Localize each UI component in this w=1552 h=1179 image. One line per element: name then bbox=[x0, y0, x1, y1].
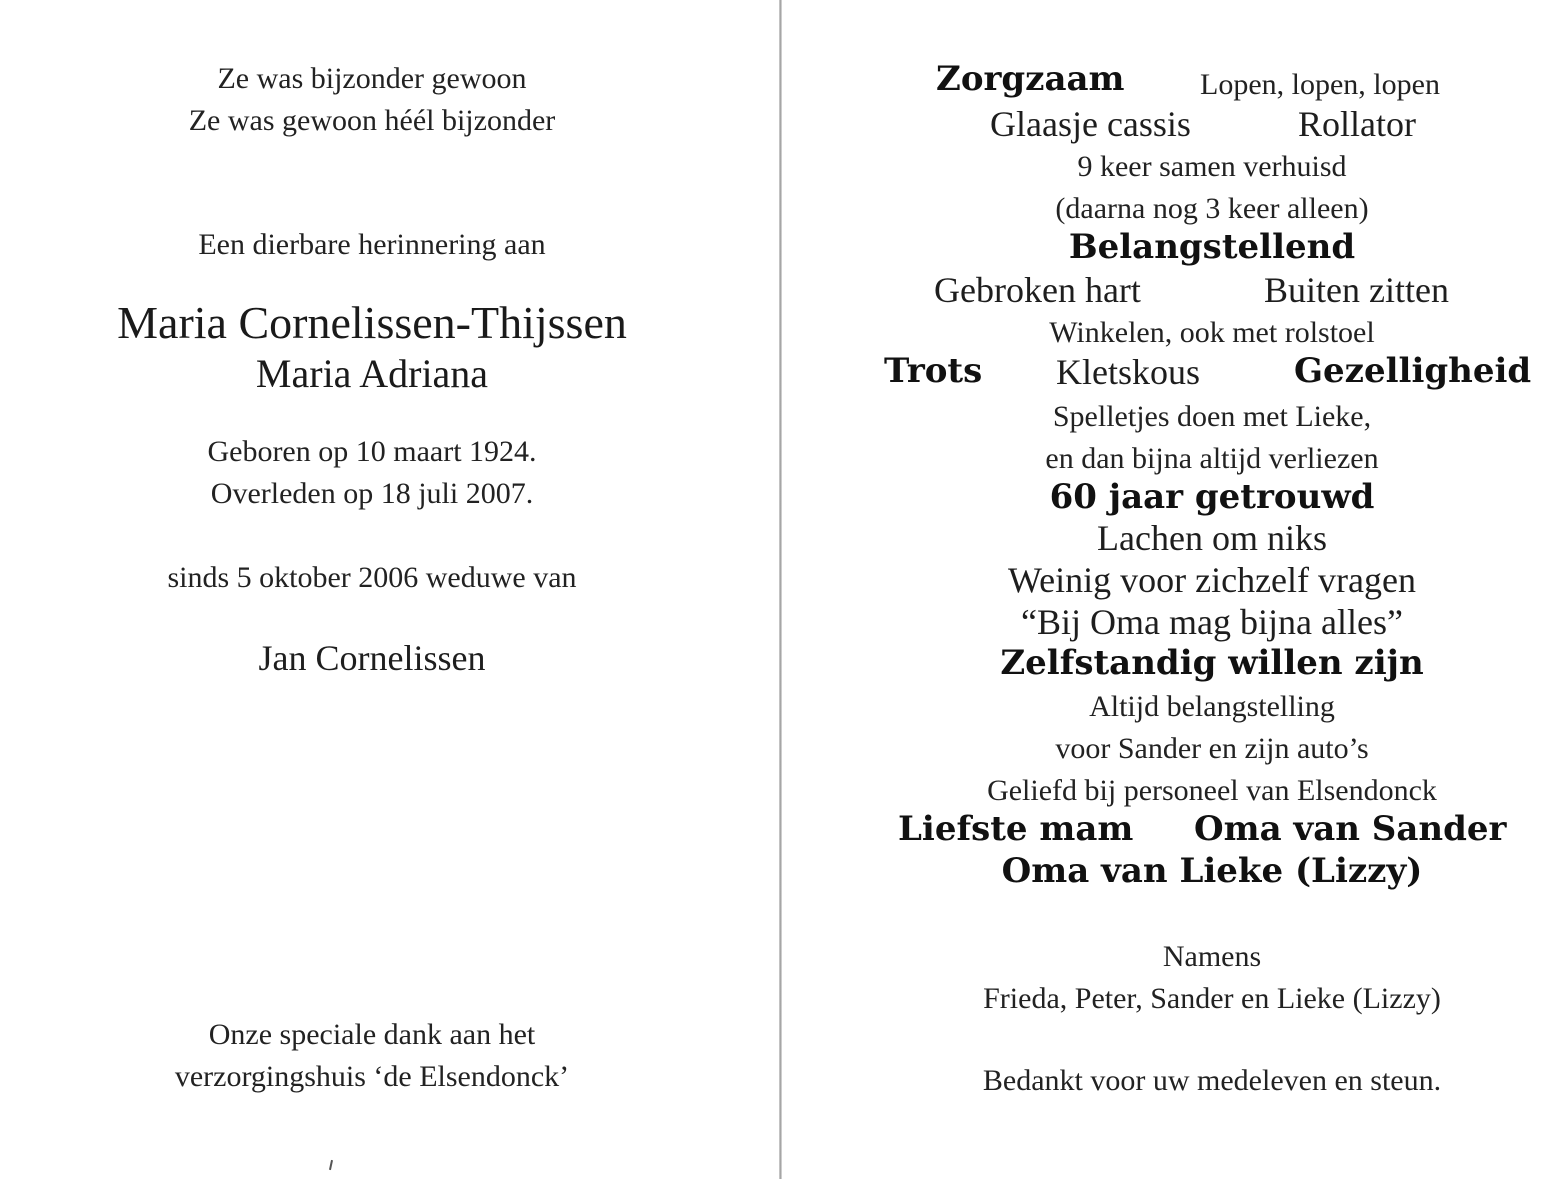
word-kletskous: Kletskous bbox=[1056, 352, 1200, 392]
word-oma-lieke: Oma van Lieke (Lizzy) bbox=[1001, 851, 1423, 891]
word-getrouwd: 60 jaar getrouwd bbox=[1049, 477, 1375, 517]
word-liefste-mam: Liefste mam bbox=[898, 809, 1134, 849]
word-gebroken-hart: Gebroken hart bbox=[934, 270, 1141, 310]
word-lachen: Lachen om niks bbox=[1097, 518, 1327, 558]
word-rollator: Rollator bbox=[1298, 104, 1416, 144]
word-gezelligheid: Gezelligheid bbox=[1294, 351, 1532, 391]
word-altijd-1: Altijd belangstelling bbox=[1089, 690, 1335, 723]
closing-thanks: Bedankt voor uw medeleven en steun. bbox=[982, 1064, 1442, 1097]
namens-label: Namens bbox=[1162, 940, 1262, 973]
death-date: Overleden op 18 juli 2007. bbox=[210, 477, 534, 510]
word-spelletjes-2: en dan bijna altijd verliezen bbox=[1045, 442, 1379, 475]
word-zorgzaam: Zorgzaam bbox=[936, 59, 1125, 99]
motto-line-1: Ze was bijzonder gewoon bbox=[217, 62, 527, 95]
word-trots: Trots bbox=[884, 351, 983, 391]
word-spelletjes-1: Spelletjes doen met Lieke, bbox=[1052, 400, 1372, 433]
husband-name: Jan Cornelissen bbox=[258, 638, 486, 678]
word-belangstellend: Belangstellend bbox=[1068, 227, 1356, 267]
birth-date: Geboren op 10 maart 1924. bbox=[207, 435, 537, 468]
word-altijd-2: voor Sander en zijn auto’s bbox=[1055, 732, 1369, 765]
widow-since: sinds 5 oktober 2006 weduwe van bbox=[167, 561, 577, 594]
word-weinig: Weinig voor zichzelf vragen bbox=[1008, 560, 1416, 600]
word-lopen: Lopen, lopen, lopen bbox=[1200, 68, 1440, 101]
word-bij-oma: “Bij Oma mag bijna alles” bbox=[1021, 602, 1403, 642]
family-names: Frieda, Peter, Sander en Lieke (Lizzy) bbox=[983, 982, 1441, 1015]
word-zelfstandig: Zelfstandig willen zijn bbox=[1000, 643, 1424, 683]
deceased-full-name: Maria Cornelissen-Thijssen bbox=[117, 297, 627, 348]
word-winkelen: Winkelen, ook met rolstoel bbox=[1049, 316, 1375, 349]
motto-line-2: Ze was gewoon héél bijzonder bbox=[188, 104, 556, 137]
thanks-line-2: verzorgingshuis ‘de Elsendonck’ bbox=[174, 1060, 570, 1093]
word-buiten-zitten: Buiten zitten bbox=[1264, 270, 1449, 310]
word-glaasje-cassis: Glaasje cassis bbox=[990, 104, 1191, 144]
deceased-given-names: Maria Adriana bbox=[255, 351, 489, 396]
intro-text: Een dierbare herinnering aan bbox=[198, 228, 546, 261]
thanks-line-1: Onze speciale dank aan het bbox=[208, 1018, 536, 1051]
right-page bbox=[782, 0, 1552, 1179]
word-verhuisd: 9 keer samen verhuisd bbox=[1077, 150, 1347, 183]
word-alleen: (daarna nog 3 keer alleen) bbox=[1055, 192, 1369, 225]
word-geliefd: Geliefd bij personeel van Elsendonck bbox=[987, 774, 1437, 807]
word-oma-sander: Oma van Sander bbox=[1194, 809, 1507, 849]
